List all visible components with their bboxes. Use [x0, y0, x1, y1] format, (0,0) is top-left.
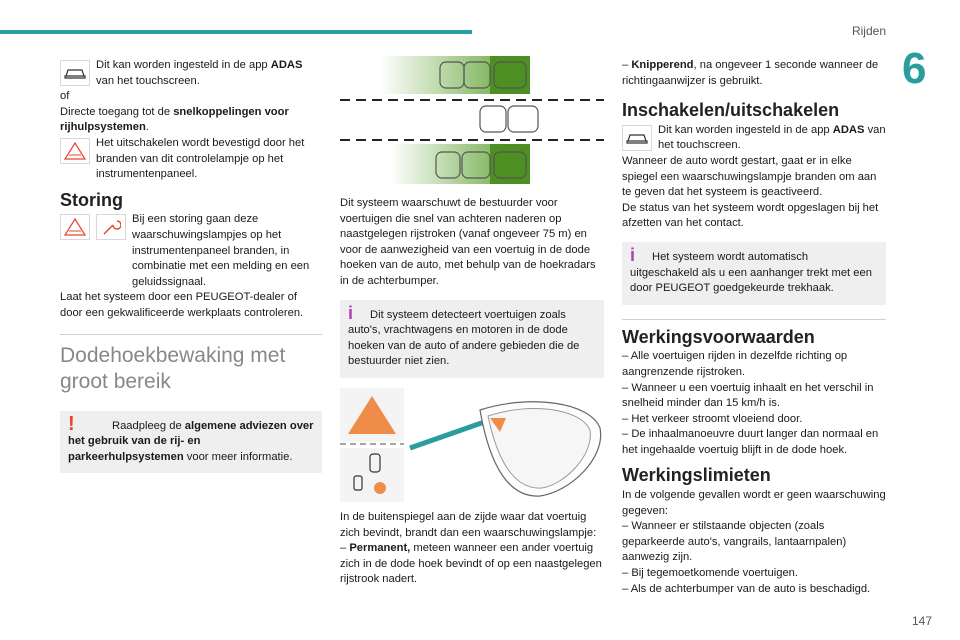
system-description: Dit systeem waarschuwt de bestuurder voor voertuigen die snel van achteren naderen op naastgelegen rijstroken (vanaf ongeveer 75 m) en voor de aanwezigheid van een voertuig in de dode hoeken van de auto, met behulp van de hoekradars in de achterbumper.	[340, 197, 596, 287]
wrench-icon	[96, 214, 126, 240]
blinking-text: – Knipperend, na ongeveer 1 seconde wanneer de richtingaanwijzer is gebruikt.	[622, 59, 879, 87]
adas-text: Dit kan worden ingesteld in de app ADAS van het touchscreen.	[96, 59, 303, 87]
mirror-text: In de buitenspiegel aan de zijde waar dat voertuig zich bevindt, brandt dan een waarschuwingslampje:	[340, 510, 597, 539]
blind-spot-warning-icon	[60, 138, 90, 164]
chapter-number: 6	[902, 44, 927, 93]
info-icon: i	[348, 302, 354, 323]
info-note-2-text: Het systeem wordt automatisch uitgeschakeld als u een aanhanger trekt met een door PEUGEOT goedgekeurde trekhaak.	[630, 250, 872, 295]
column-3	[622, 58, 886, 597]
car-icon	[60, 60, 90, 86]
limiet-item: – Als de achterbumper van de auto is beschadigd.	[622, 582, 871, 595]
page-number: 147	[911, 614, 932, 628]
adas-text-2: Dit kan worden ingesteld in de app ADAS van het touchscreen.	[658, 123, 886, 152]
activation-text: Wanneer de auto wordt gestart, gaat er in elke spiegel een waarschuwingslampje branden om aan te geven dat het systeem is geactiveerd.	[622, 154, 877, 199]
warning-triangle-icon	[60, 214, 90, 240]
status-text: De status van het systeem wordt opgeslagen bij het afzetten van het contact.	[622, 201, 879, 230]
limieten-intro: In de volgende gevallen wordt er geen waarschuwing gegeven:	[622, 489, 886, 517]
shortcut-text: Directe toegang tot de snelkoppelingen voor rijhulpsystemen.	[60, 105, 289, 134]
info-note-2	[622, 242, 886, 305]
divider	[60, 334, 322, 335]
car-icon	[622, 125, 652, 151]
page-title: Dodehoekbewaking met groot bereik	[60, 343, 286, 393]
column-2	[340, 50, 604, 588]
voorwaarde-item: – Wanneer u een voertuig inhaalt en het verschil in snelheid minder dan 15 km/h is.	[622, 381, 874, 410]
header-accent-bar	[0, 30, 472, 34]
divider	[622, 319, 886, 320]
voorwaarde-item: – De inhaalmanoeuvre duurt langer dan normaal en het ingehaalde voertuig blijft in de dode hoek.	[622, 428, 879, 456]
warning-note-text: Raadpleeg de algemene adviezen over het gebruik van de rij- en parkeerhulpsystemen voor meer informatie.	[68, 419, 314, 463]
info-note	[340, 300, 604, 378]
deactivation-text: Het uitschakelen wordt bevestigd door het branden van dit controlelampje op het instrumentenpaneel.	[96, 136, 305, 181]
or-text: of	[60, 90, 70, 103]
permanent-text: – Permanent, meteen wanneer een ander voertuig zich in de dode hoek bevindt of op een naastgelegen rijstrook nadert.	[340, 542, 602, 586]
column-1	[60, 58, 322, 473]
voorwaarden-heading: Werkingsvoorwaarden	[622, 326, 815, 347]
warning-note	[60, 411, 322, 474]
inschakelen-heading: Inschakelen/uitschakelen	[622, 100, 840, 121]
storing-text-2: Laat het systeem door een PEUGEOT-dealer of door een gekwalificeerde werkplaats controleren.	[60, 291, 304, 319]
exclamation-icon: !	[68, 412, 75, 435]
storing-text: Bij een storing gaan deze waarschuwingslampjes op het instrumentenpaneel branden, in combinatie met een melding en een geluidssignaal.	[132, 213, 310, 288]
limiet-item: – Wanneer er stilstaande objecten (zoals geparkeerde auto's, vangrails, lantaarnpalen) aanwezig zijn.	[622, 520, 847, 564]
info-note-text: Dit systeem detecteert voertuigen zoals auto's, vrachtwagens en motoren in de dode hoeken van de auto of andere gebieden die de bestuurder niet zien.	[348, 308, 580, 368]
mirror-diagram	[340, 388, 604, 502]
section-title: Rijden	[851, 24, 886, 38]
blind-spot-diagram	[340, 50, 604, 190]
limieten-heading: Werkingslimieten	[622, 465, 771, 486]
voorwaarde-item: – Het verkeer stroomt vloeiend door.	[622, 412, 803, 425]
storing-heading: Storing	[60, 189, 123, 210]
voorwaarde-item: – Alle voertuigen rijden in dezelfde richting op aangrenzende rijstroken.	[622, 350, 848, 378]
limiet-item: – Bij tegemoetkomende voertuigen.	[622, 567, 799, 580]
info-icon: i	[630, 244, 636, 265]
